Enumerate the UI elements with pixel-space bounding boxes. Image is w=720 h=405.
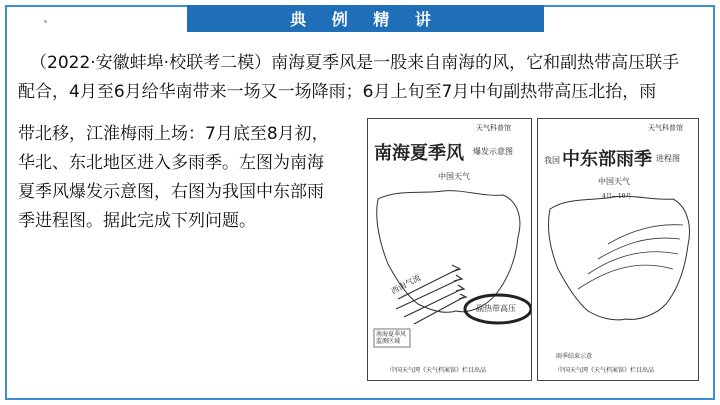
- rainy-season-progress-map: [537, 118, 699, 381]
- section-header: [187, 5, 544, 32]
- map-right-date-range: 4月—10月: [602, 193, 632, 200]
- map-right-title: 中东部雨季: [562, 149, 652, 170]
- legend-text: 南海夏季风 监测区域: [376, 331, 407, 345]
- arrow-label: 西南气流: [389, 273, 423, 296]
- map-left-logo: 中国天气: [438, 172, 470, 181]
- map-right-footer: 中国天气网《天气档案馆》栏目出品: [558, 367, 655, 374]
- section-title: 典 例 精 讲: [290, 10, 441, 29]
- map-left-footer: 中国天气网《天气档案馆》栏目出品: [390, 367, 487, 374]
- question-line-2: 配合，4月至6月给华南带来一场又一场降雨；6月上旬至7月中旬副热带高压北抬，雨: [18, 82, 657, 102]
- map-right-logo: 中国天气: [598, 177, 630, 186]
- subtropical-high-label: 副热带高压: [476, 304, 516, 313]
- map-right-corner-tag: 天气科普馆: [648, 124, 683, 132]
- question-line-3: 带北移，江淮梅雨上场：7月底至8月初，: [18, 124, 329, 144]
- question-line-1: （2022·安徽蚌埠·校联考二模）南海夏季风是一股来自南海的风，它和副热带高压联手: [30, 53, 680, 73]
- map-right-note: 雨季结束示意: [556, 353, 593, 360]
- map-left-subtitle: 爆发示意图: [473, 147, 513, 156]
- map-right-title-prefix: 我国: [544, 156, 560, 165]
- map-left-title: 南海夏季风: [374, 143, 464, 164]
- question-rest: [18, 120, 368, 236]
- south-china-sea-monsoon-map: [367, 118, 532, 381]
- map-left-corner-tag: 天气科普馆: [476, 124, 511, 132]
- map-right-subtitle: 进程图: [656, 154, 680, 163]
- question-line-5: 夏季风爆发示意图，右图为我国中东部雨: [18, 182, 324, 202]
- question-line-6: 季进程图。据此完成下列问题。: [18, 211, 256, 231]
- decor-dot: [44, 20, 47, 23]
- question-line-4: 华北、东北地区进入多雨季。左图为南海: [18, 153, 324, 173]
